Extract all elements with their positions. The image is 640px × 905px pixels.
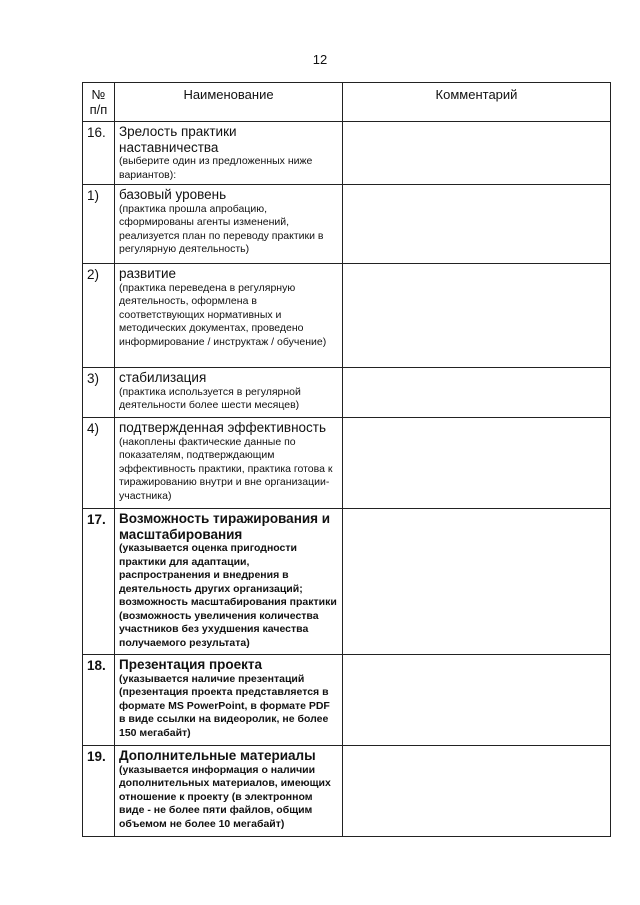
row-comment-cell[interactable] xyxy=(343,264,611,368)
row-number: 3) xyxy=(83,368,115,418)
header-comment: Комментарий xyxy=(343,83,611,122)
header-number: № п/п xyxy=(83,83,115,122)
row-description: (указывается оценка пригодности практики для адаптации, распространения и внедрения в деятельность других организаций; возможность масштабирования практики (возможность увеличения количества участников без ухудшения качества получаемого результата) xyxy=(119,542,337,649)
row-name xyxy=(115,264,343,368)
application-form-table xyxy=(82,82,611,837)
row-number: 16. xyxy=(83,122,115,185)
row-number: 18. xyxy=(83,655,115,746)
row-title: развитие xyxy=(119,266,176,281)
table-row xyxy=(83,264,611,368)
row-title: стабилизация xyxy=(119,370,207,385)
row-number: 1) xyxy=(83,185,115,264)
table-row xyxy=(83,368,611,418)
row-comment-cell[interactable] xyxy=(343,509,611,655)
row-comment-cell[interactable] xyxy=(343,122,611,185)
row-comment-cell[interactable] xyxy=(343,368,611,418)
row-title: Зрелость практики наставничества xyxy=(119,124,237,155)
row-name xyxy=(115,655,343,746)
row-title: базовый уровень xyxy=(119,187,227,202)
page-number: 12 xyxy=(312,52,328,67)
row-comment-cell[interactable] xyxy=(343,185,611,264)
table-row xyxy=(83,746,611,837)
row-title: Возможность тиражирования и масштабирования xyxy=(119,511,331,542)
table-row xyxy=(83,655,611,746)
table-row xyxy=(83,185,611,264)
row-name xyxy=(115,368,343,418)
row-description: (практика прошла апробацию, сформированы агенты изменений, реализуется план по переводу практики в регулярную деятельность) xyxy=(119,202,324,255)
row-name xyxy=(115,746,343,837)
row-name xyxy=(115,509,343,655)
row-description: (выберите один из предложенных ниже вариантов): xyxy=(119,155,313,181)
row-comment-cell[interactable] xyxy=(343,746,611,837)
row-name xyxy=(115,418,343,509)
row-name xyxy=(115,122,343,185)
row-title: Презентация проекта xyxy=(119,657,263,672)
row-comment-cell[interactable] xyxy=(343,655,611,746)
table-row xyxy=(83,122,611,185)
row-title: подтвержденная эффективность xyxy=(119,420,327,435)
row-description: (указывается наличие презентаций (презентация проекта представляется в формате MS PowerPoint, в формате PDF в виде ссылки на видеоролик, не более 150 мегабайт) xyxy=(119,672,330,739)
header-name: Наименование xyxy=(115,83,343,122)
row-description: (указывается информация о наличии дополнительных материалов, имеющих отношение к проекту (в электронном виде - не более пяти файлов, общим объемом не более 10 мегабайт) xyxy=(119,763,331,830)
row-description: (практика используется в регулярной деятельности более шести месяцев) xyxy=(119,385,301,411)
table-row xyxy=(83,509,611,655)
row-number: 17. xyxy=(83,509,115,655)
row-number: 19. xyxy=(83,746,115,837)
row-number: 4) xyxy=(83,418,115,509)
row-number: 2) xyxy=(83,264,115,368)
table-row xyxy=(83,418,611,509)
row-description: (накоплены фактические данные по показателям, подтверждающим эффективность практики, практика готова к тиражированию внутри и вне организации-участника) xyxy=(119,435,333,502)
row-name xyxy=(115,185,343,264)
row-title: Дополнительные материалы xyxy=(119,748,316,763)
table-header-row xyxy=(83,83,611,122)
row-comment-cell[interactable] xyxy=(343,418,611,509)
row-description: (практика переведена в регулярную деятельность, оформлена в соответствующих нормативных и методических документах, проведено информирование / инструктаж / обучение) xyxy=(119,281,327,348)
